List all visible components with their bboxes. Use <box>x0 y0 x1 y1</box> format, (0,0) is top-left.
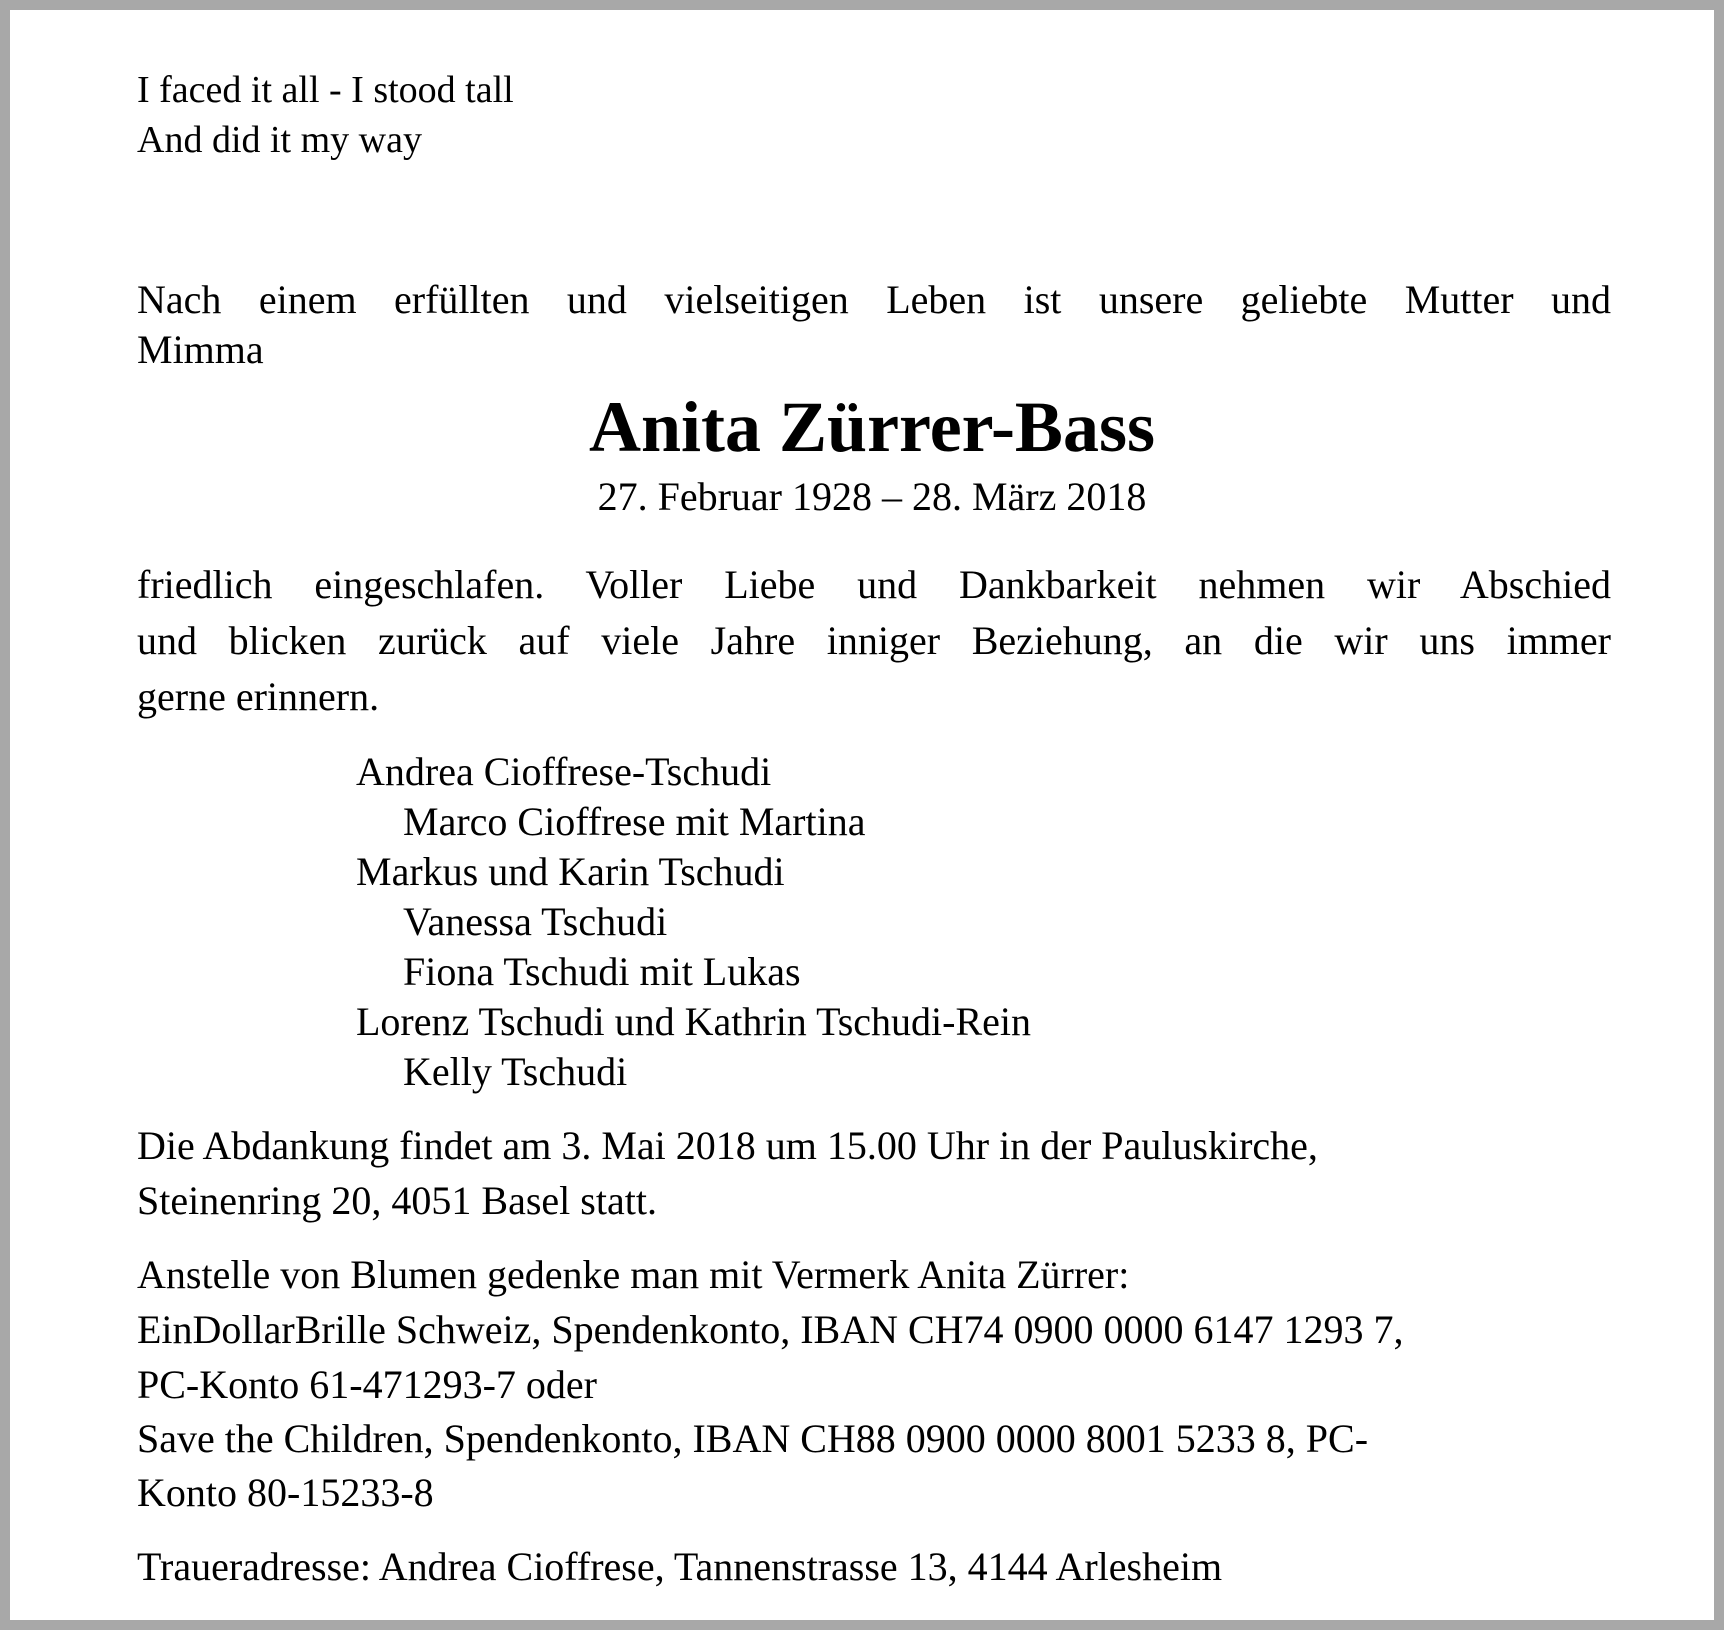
mourning-address: Traueradresse: Andrea Cioffrese, Tannenstrasse 13, 4144 Arlesheim <box>137 1544 1223 1589</box>
intro-line-2: Mimma <box>137 327 264 372</box>
message-line-3: gerne erinnern. <box>137 674 380 719</box>
message-line-1: friedlich eingeschlafen. Voller Liebe und Dankbarkeit nehmen wir Abschied <box>137 562 1611 607</box>
donation-line-4: Save the Children, Spendenkonto, IBAN CH88 0900 0000 8001 5233 8, PC- <box>137 1416 1369 1461</box>
family-member: Andrea Cioffrese-Tschudi <box>356 749 772 794</box>
donation-line-2: EinDollarBrille Schweiz, Spendenkonto, IBAN CH74 0900 0000 6147 1293 7, <box>137 1307 1404 1352</box>
donation-line-5: Konto 80-15233-8 <box>137 1470 434 1515</box>
verse-line-2: And did it my way <box>137 119 422 161</box>
donation-line-3: PC-Konto 61-471293-7 oder <box>137 1362 597 1407</box>
family-member: Marco Cioffrese mit Martina <box>403 799 866 844</box>
family-member: Markus und Karin Tschudi <box>356 849 785 894</box>
life-dates: 27. Februar 1928 – 28. März 2018 <box>597 474 1147 519</box>
verse-line-1: I faced it all - I stood tall <box>137 69 514 111</box>
family-member: Vanessa Tschudi <box>403 899 668 944</box>
service-line-2: Steinenring 20, 4051 Basel statt. <box>137 1178 657 1223</box>
family-member: Lorenz Tschudi und Kathrin Tschudi-Rein <box>356 999 1032 1044</box>
deceased-name: Anita Zürrer-Bass <box>589 387 1155 467</box>
family-member: Fiona Tschudi mit Lukas <box>403 949 801 994</box>
donation-line-1: Anstelle von Blumen gedenke man mit Vermerk Anita Zürrer: <box>137 1252 1130 1297</box>
intro-line-1: Nach einem erfüllten und vielseitigen Leben ist unsere geliebte Mutter und <box>137 277 1611 322</box>
message-line-2: und blicken zurück auf viele Jahre inniger Beziehung, an die wir uns immer <box>137 618 1611 663</box>
service-line-1: Die Abdankung findet am 3. Mai 2018 um 15.00 Uhr in der Pauluskirche, <box>137 1123 1318 1168</box>
family-member: Kelly Tschudi <box>403 1049 628 1094</box>
